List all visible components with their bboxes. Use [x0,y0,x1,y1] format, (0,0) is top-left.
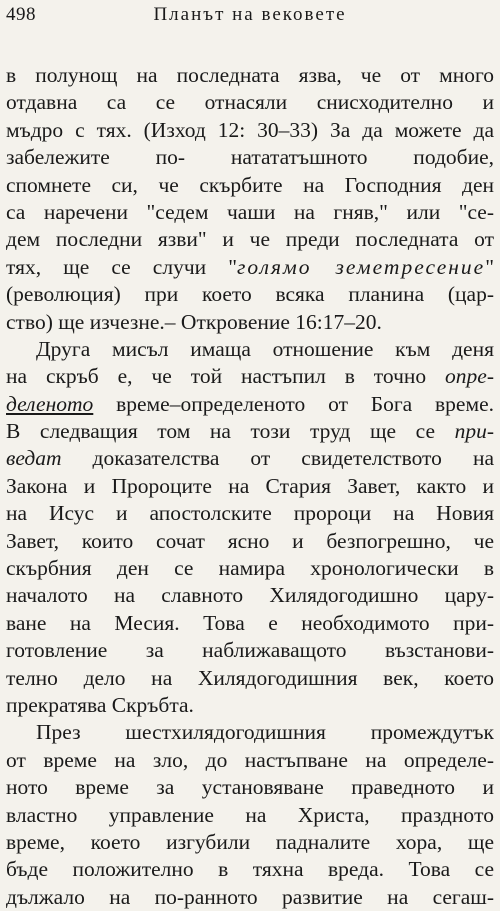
text-line: в полунощ на последната язва, че от много [6,63,494,87]
text-line: отдавна са се отнасяли снисходително и [6,90,494,115]
text-line: дем последни язви" и че преди последната от [6,227,494,252]
text-line [6,445,494,472]
page-number: 498 [6,4,36,25]
text-line: Завет, които сочат ясно и безпогрешно, че [6,528,494,553]
text-line: готовление за наближаващото възстанови- [6,638,494,663]
text-line: на Исус и апостолските пророци на Новия [6,501,494,526]
text-line: началото на славното Хилядогодишно цару- [6,583,494,608]
text-line: ното време за установяване праведното и [6,775,494,800]
text-line: (революция) при което всяка планина (цар- [6,282,494,307]
text-line: спомнете си, че скърбите на Господния ден [6,172,494,197]
text-line: телно дело на Хилядогодишния век, което [6,665,494,690]
text-line: забележите по- натататъшното подобие, [6,145,494,170]
text-line: прекратява Скръбта. [6,692,194,717]
text-line [6,391,494,418]
text-line: ство) ще изчезне.– Откровение 16:17–20. [6,309,382,334]
body-text [6,62,494,911]
text-run: " [485,254,494,279]
text-line: дължало на по-ранното развитие на сегаш- [6,884,494,909]
emphasis-text: ведат [6,446,62,471]
text-line: мъдро с тях. (Изход 12: 30–33) За да можете да [6,117,494,142]
text-line [6,418,494,445]
running-title: Планът на вековете [153,4,347,25]
text-run: тях, ще се случи " [6,254,238,279]
text-line: бъде положително в тяхна вреда. Това се [6,857,494,882]
text-line: скърбния ден се намира хронологически в [6,556,494,581]
text-line: от време на зло, до настъпване на определе- [6,747,494,772]
text-run: В следващия том на този труд ще се [6,419,455,444]
text-line [6,254,494,281]
text-run: доказателства от свидетелството на [61,446,494,471]
text-line: властно управление на Христа, празднoто [6,802,494,827]
text-run: време–определеното от Бога време. [93,391,494,416]
emphasis-text: при- [454,419,494,444]
paragraph-start-line: През шестхилядогодишния промеждутък [36,720,494,745]
text-line [6,363,494,390]
emphasis-text: голямо земетресение [237,254,486,279]
page-header [0,0,500,30]
emphasis-text: опре- [445,364,494,389]
text-line: ване на Месия. Това е необходимото при- [6,610,494,635]
text-line: са наречени "седем чаши на гняв," или "се- [6,199,494,224]
text-line: Закона и Пророците на Стария Завет, както и [6,473,494,498]
paragraph-start-line: Друга мисъл имаща отношение към деня [36,336,494,361]
emphasis-text: деленото [6,391,94,416]
text-line: време, което изгубили падналите хора, ще [6,829,494,854]
text-run: на скръб е, че той настъпил в точно [6,364,446,389]
